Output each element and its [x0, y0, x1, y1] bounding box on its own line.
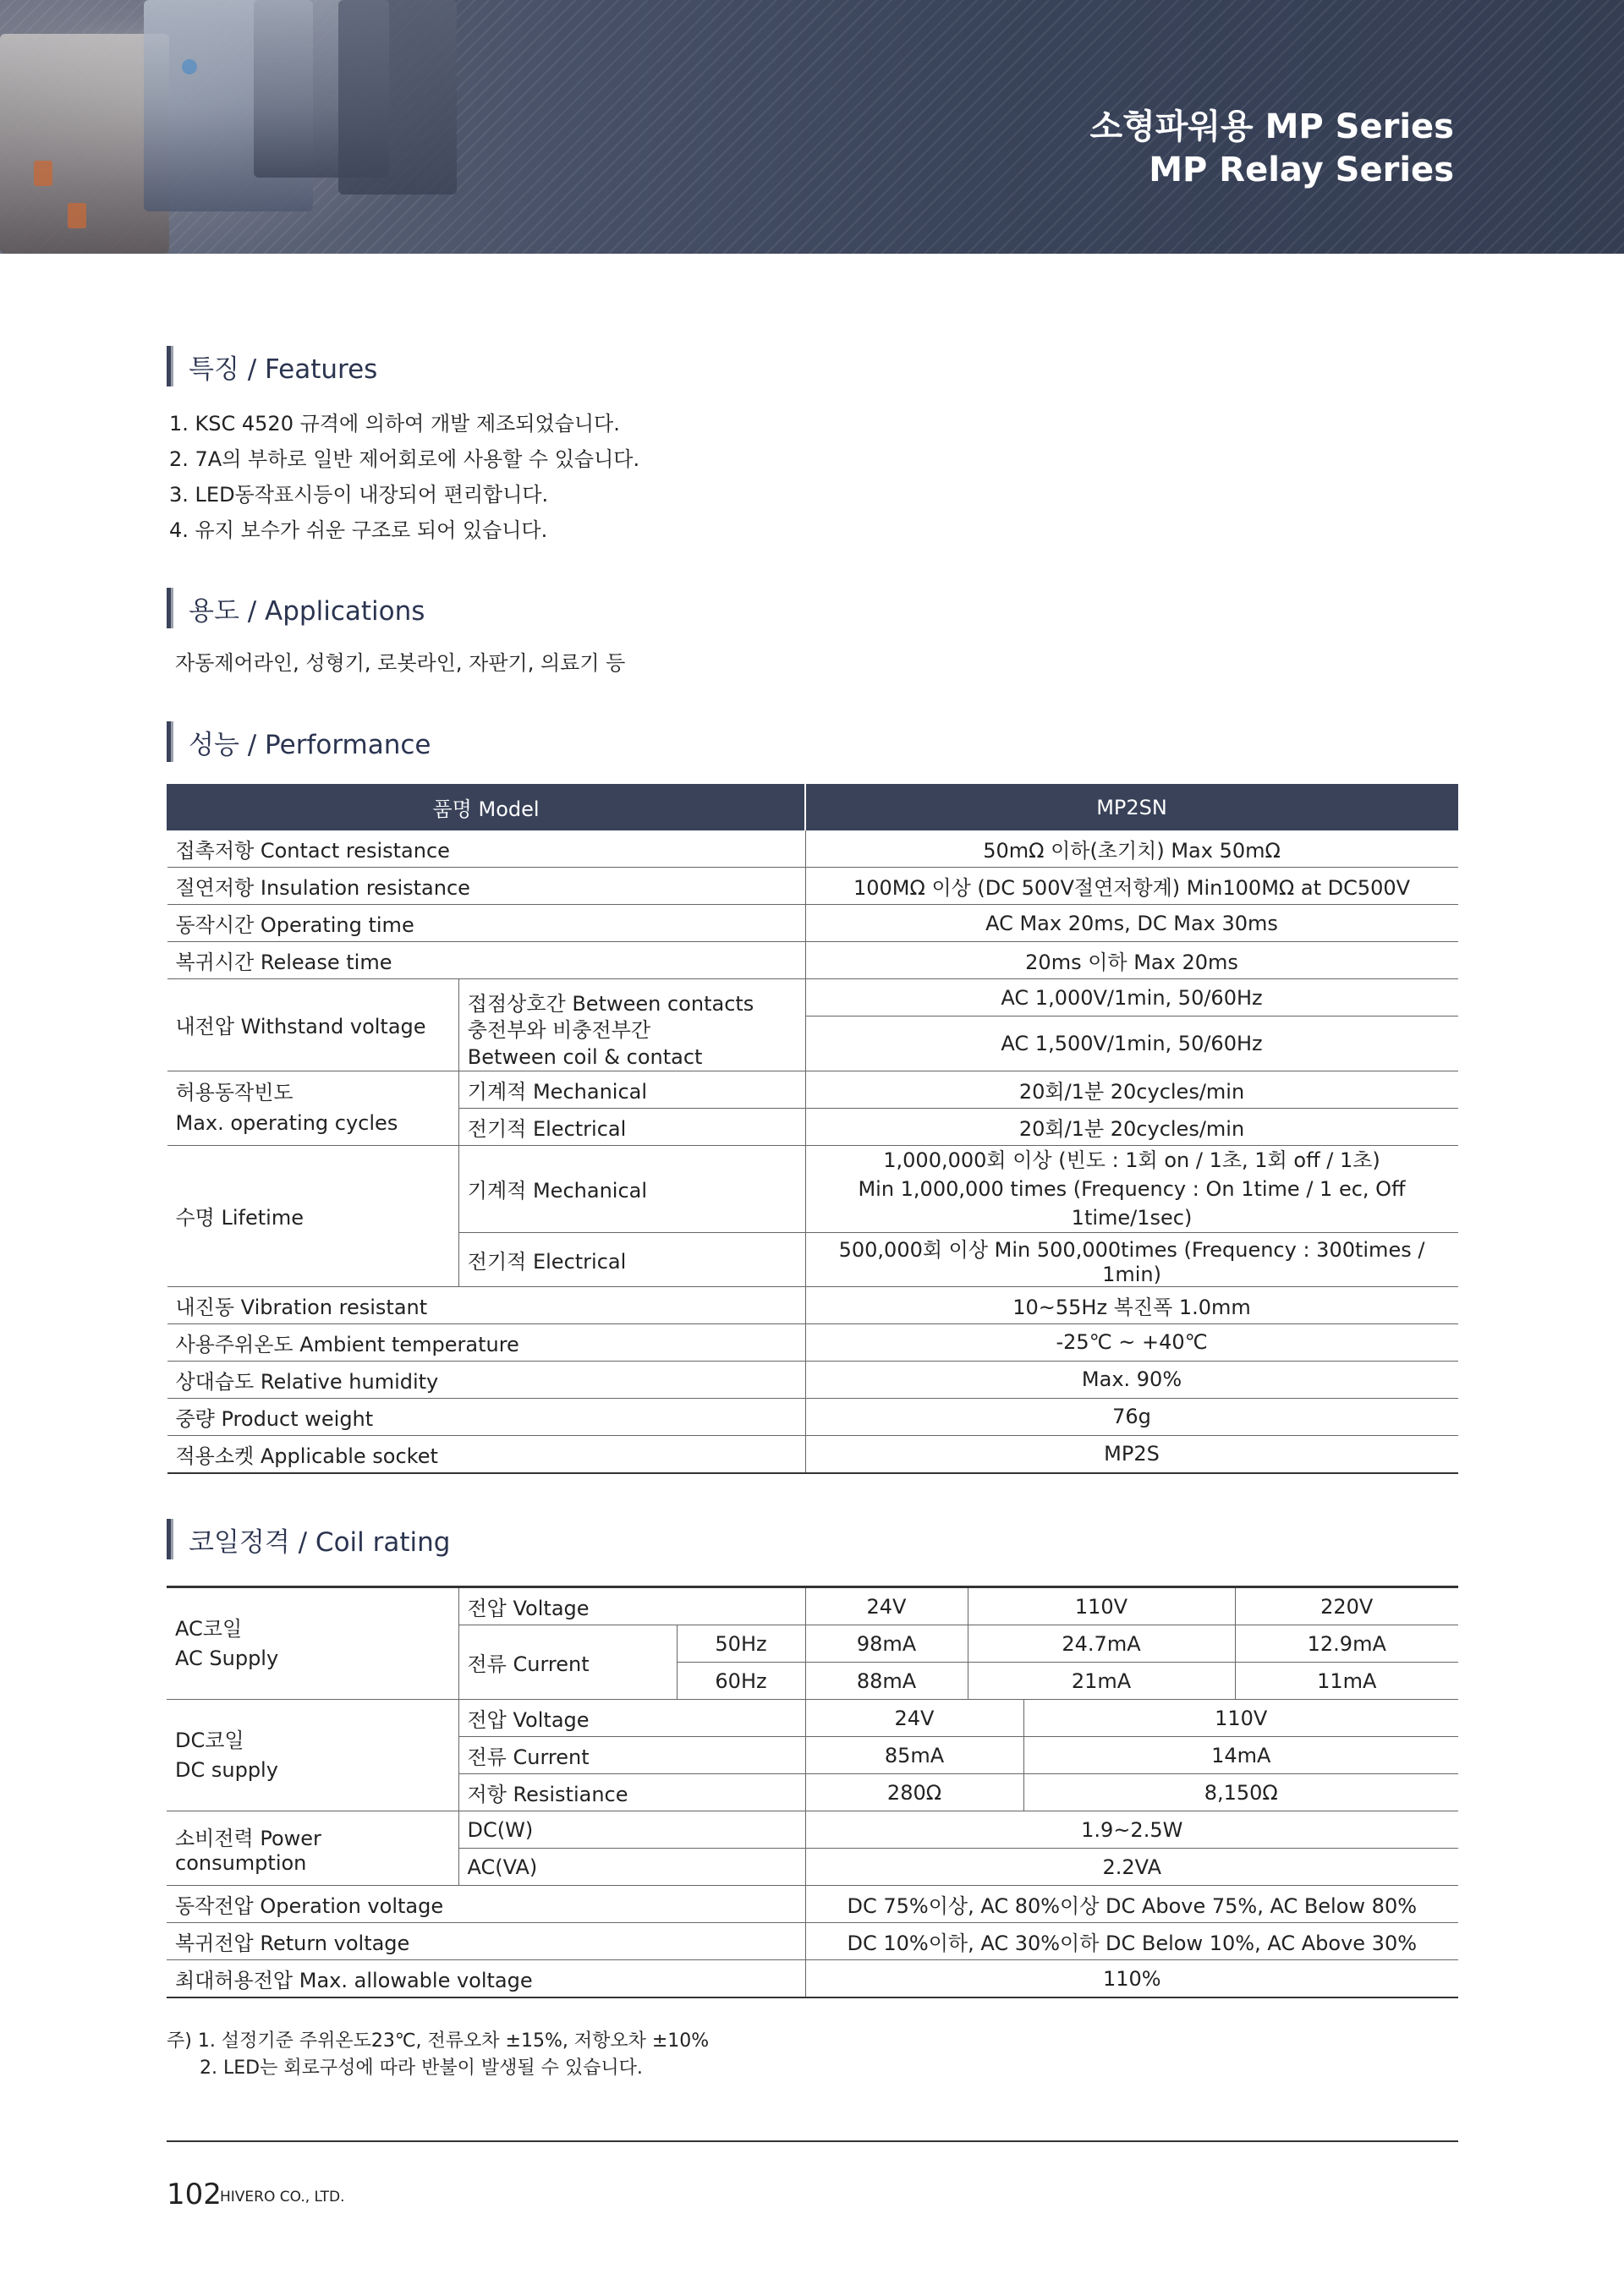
row-label: 최대허용전압 Max. allowable voltage [167, 1960, 805, 1998]
company-name: HIVERO CO., LTD. [220, 2189, 345, 2206]
page-number: 102 [167, 2178, 222, 2211]
applications-text: 자동제어라인, 성형기, 로봇라인, 자판기, 의료기 등 [175, 651, 626, 675]
row-label: 상대습도 Relative humidity [167, 1361, 806, 1398]
header-banner [0, 0, 1624, 254]
cell-value: 24V [805, 1700, 1023, 1737]
row-value: AC 1,000V/1min, 50/60Hz [805, 979, 1457, 1016]
section-marker-icon [167, 721, 173, 762]
row-sublabel: DC(W) [458, 1811, 805, 1849]
performance-heading [167, 721, 431, 763]
table-row [167, 1923, 1458, 1960]
freq-label: 60Hz [677, 1663, 805, 1700]
row-value: 20ms 이하 Max 20ms [805, 942, 1457, 979]
coil-heading [167, 1518, 450, 1560]
section-marker-icon [167, 588, 173, 628]
note-line: 2. LED는 회로구성에 따라 반불이 발생될 수 있습니다. [200, 2058, 643, 2079]
page-title-english: MP Relay Series [1149, 151, 1454, 189]
cell-value: 11mA [1235, 1663, 1458, 1700]
sublabel-line: 충전부와 비충전부간 [467, 1017, 651, 1042]
row-label [167, 1700, 458, 1811]
row-label: 내전압 Withstand voltage [167, 979, 459, 1071]
table-row [167, 1886, 1458, 1923]
table-row [167, 1587, 1458, 1625]
table-header-model: 품명 Model [167, 785, 806, 830]
row-sublabel: 전압 Voltage [458, 1700, 805, 1737]
row-sublabel: 전압 Voltage [458, 1587, 805, 1625]
row-value: 100MΩ 이상 (DC 500V절연저항계) Min100MΩ at DC500V [805, 868, 1457, 905]
table-row [167, 1960, 1458, 1998]
table-row [167, 1700, 1458, 1737]
applications-heading [167, 587, 425, 629]
section-marker-icon [167, 346, 173, 386]
feature-item: 4. 유지 보수가 쉬운 구조로 되어 있습니다. [169, 518, 548, 542]
row-label: 내진동 Vibration resistant [167, 1286, 806, 1323]
value-line: 1,000,000회 이상 (빈도 : 1회 on / 1초, 1회 off / 1초) [883, 1148, 1380, 1172]
cell-value: 24V [805, 1587, 968, 1625]
row-value [805, 1145, 1457, 1232]
label-line: AC코일 [175, 1616, 243, 1641]
page-title-korean: 소형파워용 MP Series [1089, 107, 1454, 146]
cell-value: 2.2VA [805, 1849, 1458, 1886]
table-row [167, 1811, 1458, 1849]
cell-value: 110V [1023, 1700, 1458, 1737]
cell-value: 1.9~2.5W [805, 1811, 1458, 1849]
row-sublabel: 전류 Current [458, 1625, 677, 1700]
row-value: 10~55Hz 복진폭 1.0mm [805, 1286, 1457, 1323]
value-line: Min 1,000,000 times (Frequency : On 1time / 1 ec, Off 1time/1sec) [858, 1176, 1406, 1230]
cell-value: 220V [1235, 1587, 1458, 1625]
sublabel-line: Between coil & contact [467, 1044, 703, 1069]
relay-body-back [338, 0, 457, 195]
row-value: Max. 90% [805, 1361, 1457, 1398]
feature-item: 2. 7A의 부하로 일반 제어회로에 사용할 수 있습니다. [169, 447, 640, 471]
row-value: 20회/1분 20cycles/min [805, 1108, 1457, 1145]
row-sublabel: AC(VA) [458, 1849, 805, 1886]
row-value: 50mΩ 이하(초기치) Max 50mΩ [805, 830, 1457, 868]
freq-label: 50Hz [677, 1625, 805, 1663]
row-label: 복귀시간 Release time [167, 942, 806, 979]
cell-value: 110% [805, 1960, 1458, 1998]
cell-value: 85mA [805, 1737, 1023, 1774]
table-row [167, 1398, 1458, 1435]
feature-item: 3. LED동작표시등이 내장되어 편리합니다. [169, 483, 549, 507]
table-row [167, 868, 1458, 905]
row-value: MP2S [805, 1435, 1457, 1473]
cell-value: 12.9mA [1235, 1625, 1458, 1663]
row-label: 사용주위온도 Ambient temperature [167, 1323, 806, 1361]
table-header-value: MP2SN [805, 785, 1457, 830]
applications-title: 용도 / Applications [189, 595, 425, 627]
table-row [167, 1071, 1458, 1108]
features-title: 특징 / Features [189, 353, 378, 385]
table-row [167, 942, 1458, 979]
row-label: 동작시간 Operating time [167, 905, 806, 942]
row-sublabel: 접점상호간 Between contacts [458, 979, 805, 1016]
row-label: 접촉저항 Contact resistance [167, 830, 806, 868]
performance-table [167, 784, 1458, 1474]
relay-terminal [34, 161, 52, 186]
cell-value: DC 10%이하, AC 30%이하 DC Below 10%, AC Above 30% [805, 1923, 1458, 1960]
cell-value: 88mA [805, 1663, 968, 1700]
footer-divider [167, 2140, 1458, 2142]
row-label [167, 1587, 458, 1700]
row-label [167, 1071, 459, 1145]
row-label: 중량 Product weight [167, 1398, 806, 1435]
relay-terminal [68, 203, 86, 228]
row-value: 500,000회 이상 Min 500,000times (Frequency : 300times / 1min) [805, 1232, 1457, 1286]
row-label: 복귀전압 Return voltage [167, 1923, 805, 1960]
cell-value: 98mA [805, 1625, 968, 1663]
label-line: 허용동작빈도 [175, 1081, 294, 1104]
row-sublabel: 기계적 Mechanical [458, 1071, 805, 1108]
table-row [167, 905, 1458, 942]
row-value: 76g [805, 1398, 1457, 1435]
row-label: 동작전압 Operation voltage [167, 1886, 805, 1923]
features-heading [167, 345, 377, 387]
label-line: Max. operating cycles [175, 1111, 398, 1135]
row-label: 소비전력 Power consumption [167, 1811, 458, 1886]
row-sublabel: 전기적 Electrical [458, 1108, 805, 1145]
table-row [167, 830, 1458, 868]
label-line: DC supply [175, 1757, 278, 1782]
row-sublabel [458, 1016, 805, 1071]
label-line: DC코일 [175, 1728, 244, 1752]
cell-value: DC 75%이상, AC 80%이상 DC Above 75%, AC Below 80% [805, 1886, 1458, 1923]
performance-title: 성능 / Performance [189, 729, 431, 760]
relay-led-indicator [182, 59, 197, 74]
row-label: 수명 Lifetime [167, 1145, 459, 1286]
table-row [167, 1323, 1458, 1361]
row-value: AC 1,500V/1min, 50/60Hz [805, 1016, 1457, 1071]
table-row [167, 979, 1458, 1016]
row-sublabel: 저항 Resistiance [458, 1774, 805, 1811]
row-label: 적용소켓 Applicable socket [167, 1435, 806, 1473]
row-label: 절연저항 Insulation resistance [167, 868, 806, 905]
row-value: -25℃ ~ +40℃ [805, 1323, 1457, 1361]
row-value: 20회/1분 20cycles/min [805, 1071, 1457, 1108]
cell-value: 8,150Ω [1023, 1774, 1458, 1811]
cell-value: 110V [968, 1587, 1235, 1625]
feature-item: 1. KSC 4520 규격에 의하여 개발 제조되었습니다. [169, 412, 620, 436]
note-line: 주) 1. 설정기준 주위온도23℃, 전류오차 ±15%, 저항오차 ±10% [167, 2030, 710, 2052]
cell-value: 14mA [1023, 1737, 1458, 1774]
table-row [167, 1145, 1458, 1232]
section-marker-icon [167, 1519, 173, 1559]
table-row [167, 1435, 1458, 1473]
table-row [167, 1361, 1458, 1398]
features-list [169, 406, 639, 548]
row-sublabel: 기계적 Mechanical [458, 1145, 805, 1232]
cell-value: 21mA [968, 1663, 1235, 1700]
cell-value: 24.7mA [968, 1625, 1235, 1663]
cell-value: 280Ω [805, 1774, 1023, 1811]
table-row [167, 1286, 1458, 1323]
coil-title: 코일정격 / Coil rating [189, 1526, 451, 1558]
row-value: AC Max 20ms, DC Max 30ms [805, 905, 1457, 942]
footnotes [167, 2028, 709, 2082]
row-sublabel: 전류 Current [458, 1737, 805, 1774]
label-line: AC Supply [175, 1646, 279, 1670]
row-sublabel: 전기적 Electrical [458, 1232, 805, 1286]
coil-rating-table [167, 1586, 1458, 1998]
